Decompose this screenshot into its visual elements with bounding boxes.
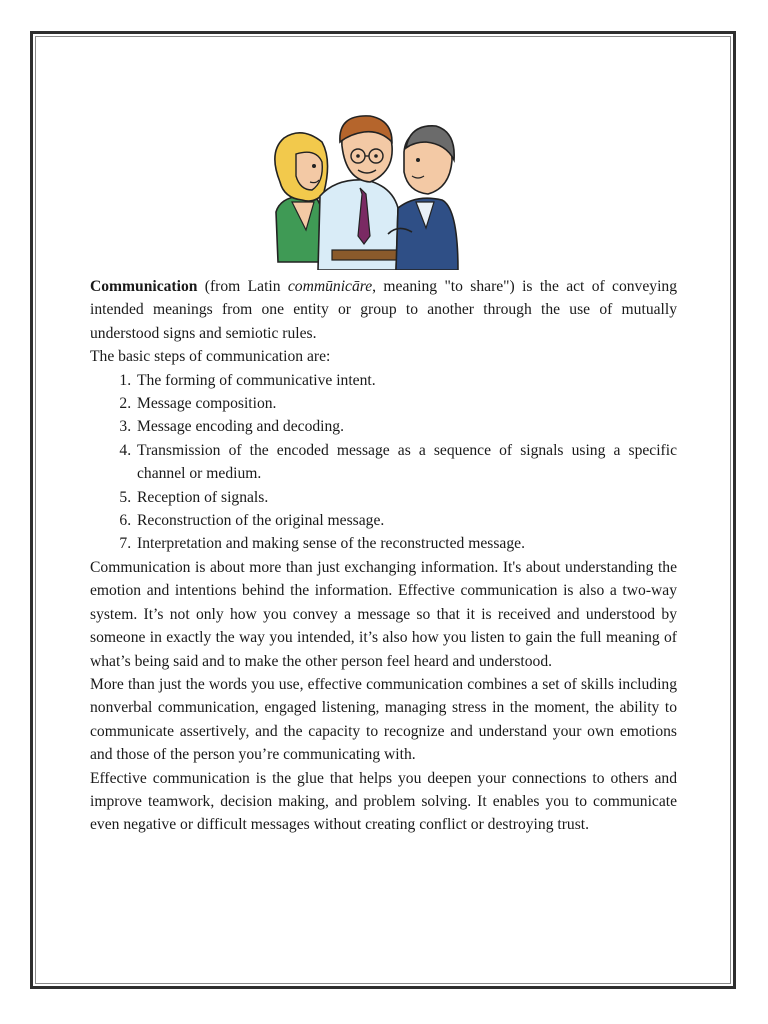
intro-text-a: (from Latin [197,278,288,295]
body-paragraph: Effective communication is the glue that helps you deepen your connections to others and improve teamwork, decision making, and problem solving. It enables you to communicate even negative or difficult messages without creating conflict or destroying trust. [90,769,677,834]
step-item: 4. Transmission of the encoded message as a sequence of signals using a specific channel or medium. [135,439,677,486]
step-item: 2. Message composition. [135,392,677,415]
step-item: 3. Message encoding and decoding. [135,415,677,438]
intro-text-b: , meaning "to share") is the act of conveying intended meanings from one entity or group to another through the use of mutually understood signs and semiotic rules. [90,278,678,342]
intro-paragraph [90,275,677,345]
article-body [90,275,677,837]
intro-term: Communication [90,278,198,295]
steps-heading: The basic steps of communication are: [90,348,331,366]
step-item: 6. Reconstruction of the original message. [135,509,677,532]
body-paragraph: Communication is about more than just exchanging information. It's about understanding the emotion and intentions behind the information. Effective communication is also a two-way system. It’s not only how you convey a message so that it is received and understood by someone in exactly the way you intended, it’s also how you listen to gain the full meaning of what’s being said and to make the other person feel heard and understood. [90,558,677,670]
step-item: 1. The forming of communicative intent. [135,369,677,392]
steps-list [90,369,677,556]
step-item: 5. Reception of signals. [135,486,677,509]
step-item: 7. Interpretation and making sense of the reconstructed message. [135,532,677,555]
intro-latin-word: commūnicāre [287,278,373,295]
body-paragraph: More than just the words you use, effective communication combines a set of skills including nonverbal communication, engaged listening, managing stress in the moment, the ability to communicate assertively, and the capacity to recognize and understand your own emotions and those of the person you’re communicating with. [90,675,677,764]
three-people-talking-illustration [266,112,462,270]
